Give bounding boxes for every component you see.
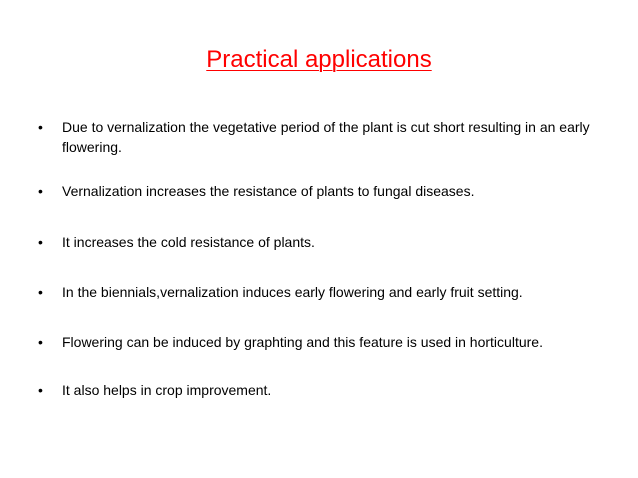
bullet-text: Due to vernalization the vegetative period of the plant is cut short resulting in an early flowering. — [62, 119, 590, 155]
bullet-dot-icon: • — [38, 334, 43, 350]
bullet-text: Flowering can be induced by graphting and this feature is used in horticulture. — [62, 334, 543, 350]
bullet-text: It increases the cold resistance of plants. — [62, 234, 315, 250]
bullet-item — [38, 380, 608, 400]
bullet-text: In the biennials,vernalization induces early flowering and early fruit setting. — [62, 284, 523, 300]
bullet-item — [38, 232, 608, 252]
bullet-item — [38, 181, 608, 201]
bullet-dot-icon: • — [38, 183, 43, 199]
bullet-dot-icon: • — [38, 119, 43, 135]
bullet-dot-icon: • — [38, 234, 43, 250]
bullet-item — [38, 282, 608, 302]
bullet-item — [38, 117, 608, 157]
slide-title: Practical applications — [206, 46, 432, 73]
bullet-text: Vernalization increases the resistance of plants to fungal diseases. — [62, 183, 475, 199]
bullet-item — [38, 332, 608, 352]
bullet-text: It also helps in crop improvement. — [62, 382, 272, 398]
bullet-dot-icon: • — [38, 284, 43, 300]
bullet-dot-icon: • — [38, 382, 43, 398]
